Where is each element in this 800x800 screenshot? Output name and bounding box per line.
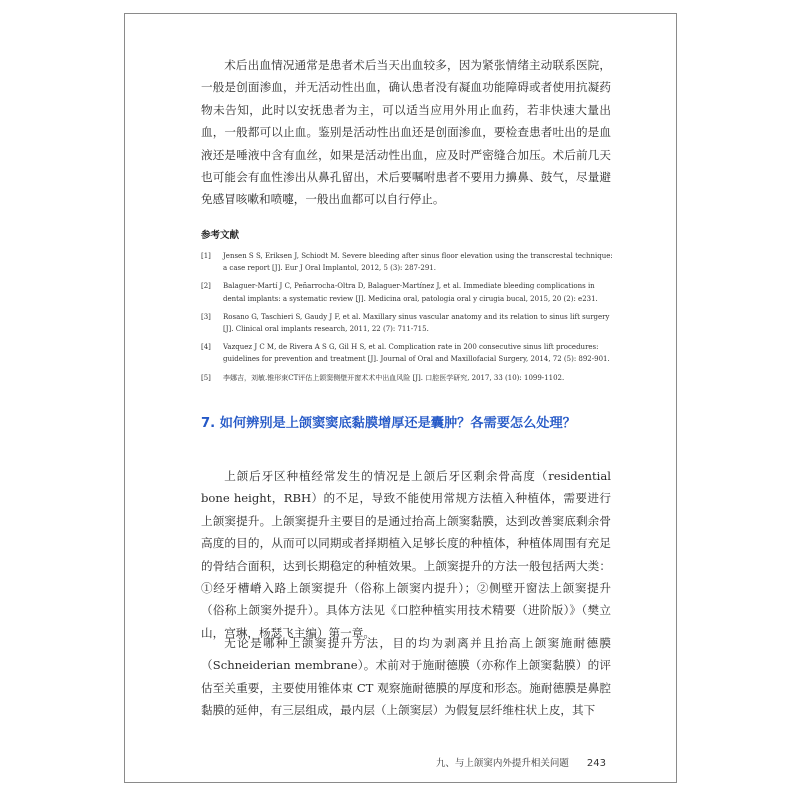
reference-item xyxy=(201,250,613,274)
reference-item xyxy=(201,372,613,384)
reference-text: Jensen S S, Eriksen J, Schiodt M. Severe bleeding after sinus floor elevation using the transcrestal technique: a case report [J]. Eur J Oral Implantol, 2012, 5 (3): 287-291. xyxy=(223,252,613,273)
reference-text: Balaguer-Martí J C, Peñarrocha-Oltra D, Balaguer-Martínez J, et al. Immediate bleeding complications in dental implants: a systematic review [J]. Medicina oral, patologia oral y cirugia bucal, 2015, 20 (2): e231. xyxy=(223,282,598,303)
page-number: 243 xyxy=(586,758,606,769)
book-page xyxy=(124,13,677,783)
footer-chapter-title: 九、与上颌窦内外提升相关问题 xyxy=(435,758,569,769)
reference-number: [2] xyxy=(201,282,211,291)
section-heading: 7. 如何辨别是上颌窦窦底黏膜增厚还是囊肿？各需要怎么处理？ xyxy=(201,416,576,431)
reference-item xyxy=(201,341,613,365)
reference-number: [1] xyxy=(201,252,211,260)
reference-text: Vazquez J C M, de Rivera A S G, Gil H S, et al. Complication rate in 200 consecutive sinus lift procedures: guidelines for prevention and treatment [J]. Journal of Oral and Maxillofacial Surgery, 2014, 72 (5): 892-901. xyxy=(223,343,610,364)
references-title: 参考文献 xyxy=(201,230,240,241)
paragraph-sinus-lift-intro: 上颌后牙区种植经常发生的情况是上颌后牙区剩余骨高度（residential bone height，RBH）的不足，导致不能使用常规方法植入种植体，需要进行上颌窦提升。上颌窦提升主要目的是通过抬高上颌窦黏膜，达到改善窦底剩余骨高度的目的，从而可以同期或者择期植入足够长度的种植体，种植体周围有充足的骨结合面积，达到长期稳定的种植效果。上颌窦提升的方法一般包括两大类：①经牙槽嵴入路上颌窦提升（俗称上颌窦内提升）；②侧壁开窗法上颌窦提升（俗称上颌窦外提升）。具体方法见《口腔种植实用技术精要（进阶版）》（樊立山，宫琳，杨瑟飞主编）第一章。 xyxy=(201,469,611,640)
reference-number: [5] xyxy=(201,373,211,382)
page-footer xyxy=(436,755,606,769)
reference-text: Rosano G, Taschieri S, Gaudy J F, et al. Maxillary sinus vascular anatomy and its relation to sinus lift surgery [J]. Clinical oral implants research, 2011, 22 (7): 711-715. xyxy=(223,312,610,334)
reference-item xyxy=(201,311,613,335)
reference-number: [3] xyxy=(201,312,211,321)
reference-number: [4] xyxy=(201,343,211,352)
reference-text: 李娜吉，刘敏.锥形束CT评估上颌窦侧壁开窗术术中出血风险 [J]. 口腔医学研究, 2017, 33 (10): 1099-1102. xyxy=(223,373,565,382)
reference-list xyxy=(201,250,613,390)
paragraph-schneiderian-membrane: 无论是哪种上颌窦提升方法，目的均为剥离并且抬高上颌窦施耐德膜（Schneiderian membrane）。术前对于施耐德膜（亦称作上颌窦黏膜）的评估至关重要，主要使用锥体束 CT 观察施耐德膜的厚度和形态。施耐德膜是鼻腔黏膜的延伸，有三层组成，最内层（上颌窦层）为假复层纤维柱状上皮，其下 xyxy=(201,636,611,718)
reference-item xyxy=(201,280,613,304)
paragraph-postop-bleeding: 术后出血情况通常是患者术后当天出血较多，因为紧张情绪主动联系医院，一般是创面渗血，并无活动性出血，确认患者没有凝血功能障碍或者使用抗凝药物未告知，此时以安抚患者为主，可以适当应用外用止血药，若非快速大量出血，一般都可以止血。鉴别是活动性出血还是创面渗血，要检查患者吐出的是血液还是唾液中含有血丝，如果是活动性出血，应及时严密缝合加压。术后前几天也可能会有血性渗出从鼻孔留出，术后要嘱咐患者不要用力擤鼻、鼓气，尽量避免感冒咳嗽和喷嚏，一般出血都可以自行停止。 xyxy=(201,58,611,207)
